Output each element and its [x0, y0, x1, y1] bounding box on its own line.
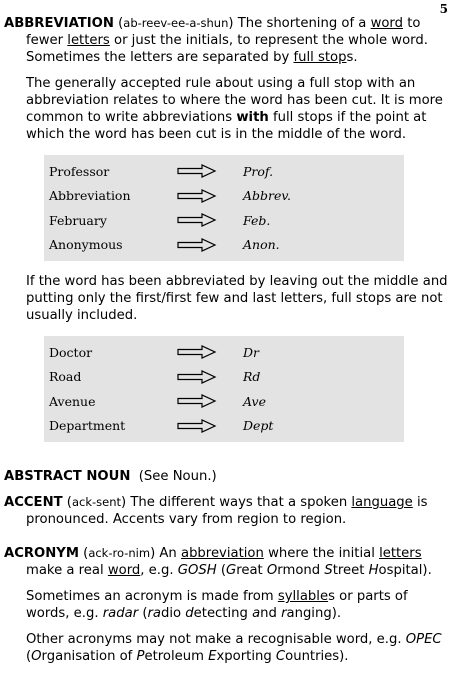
- full-word: Professor: [49, 163, 110, 179]
- pronunciation: ack-ro-nim: [88, 546, 151, 560]
- full-word: Anonymous: [49, 237, 123, 253]
- table-row: [49, 233, 404, 258]
- full-word: Road: [49, 369, 82, 385]
- link-letters[interactable]: letters: [379, 546, 422, 561]
- link-language[interactable]: language: [351, 495, 413, 510]
- abbreviated-form: Ave: [243, 393, 266, 409]
- term-accent: ACCENT: [4, 495, 63, 510]
- link-word[interactable]: word: [107, 563, 141, 578]
- abbreviated-form: Anon.: [243, 237, 280, 253]
- abbreviated-form: Abbrev.: [243, 188, 291, 204]
- abbreviated-form: Dr: [243, 344, 259, 360]
- pronunciation: ab-reev-ee-a-shun: [123, 16, 229, 30]
- right-arrow-icon: [177, 370, 217, 384]
- table-row: [49, 184, 404, 209]
- link-abbreviation[interactable]: abbreviation: [180, 546, 264, 561]
- full-word: Doctor: [49, 344, 93, 360]
- term-acronym: ACRONYM: [4, 546, 79, 561]
- acronym-entry: ACRONYM (ack-ro-nim) An abbreviation where the initial letters make a real word, e.g. GOSH (Great Ormond Street Hospital).: [4, 546, 432, 578]
- table-row: [49, 365, 404, 390]
- abbreviation-entry: ABBREVIATION (ab-reev-ee-a-shun) The shortening of a word to fewer letters or just the initials, to represent the whole word. Sometimes the letters are separated by full stops.: [4, 16, 428, 65]
- right-arrow-icon: [177, 213, 217, 227]
- abbreviation-middle-para: If the word has been abbreviated by leaving out the middle and putting only the first/first few and last letters, full stops are not usually included.: [26, 274, 448, 323]
- pronunciation: ack-sent: [71, 495, 121, 509]
- right-arrow-icon: [177, 345, 217, 359]
- table-row: [49, 389, 404, 414]
- examples-full-stop-table: [44, 155, 404, 261]
- right-arrow-icon: [177, 394, 217, 408]
- right-arrow-icon: [177, 238, 217, 252]
- abstract-noun-entry: ABSTRACT NOUN (See Noun.): [4, 469, 217, 484]
- page-number: 5: [439, 2, 448, 16]
- abbreviated-form: Dept: [243, 418, 274, 434]
- right-arrow-icon: [177, 164, 217, 178]
- table-row: [49, 340, 404, 365]
- full-word: February: [49, 212, 107, 228]
- abbreviated-form: Prof.: [243, 163, 274, 179]
- link-letters[interactable]: letters: [67, 33, 110, 48]
- table-row: [49, 159, 404, 184]
- abbreviated-form: Rd: [243, 369, 261, 385]
- table-row: [49, 208, 404, 233]
- term-abstract-noun: ABSTRACT NOUN: [4, 469, 131, 484]
- acronym-opec-para: Other acronyms may not make a recognisable word, e.g. OPEC (Organisation of Petroleum Exporting Countries).: [26, 632, 442, 664]
- right-arrow-icon: [177, 419, 217, 433]
- glossary-content: [4, 15, 448, 665]
- table-row: [49, 414, 404, 439]
- abbreviation-rule: The generally accepted rule about using a full stop with an abbreviation relates to where the word has been cut. It is more common to write abbreviations with full stops if the point at which the word has been cut is in the middle of the word.: [26, 76, 443, 142]
- acronym-syllables-para: Sometimes an acronym is made from syllables or parts of words, e.g. radar (radio detecting and ranging).: [26, 589, 408, 621]
- right-arrow-icon: [177, 189, 217, 203]
- full-word: Avenue: [49, 393, 96, 409]
- term-abbreviation: ABBREVIATION: [4, 16, 114, 31]
- link-word[interactable]: word: [370, 16, 403, 31]
- examples-no-full-stop-table: [44, 336, 404, 442]
- abbreviated-form: Feb.: [243, 212, 271, 228]
- accent-entry: ACCENT (ack-sent) The different ways that a spoken language is pronounced. Accents vary from region to region.: [4, 495, 428, 527]
- link-syllable[interactable]: syllable: [277, 589, 329, 604]
- link-full-stop[interactable]: full stop: [293, 50, 347, 65]
- full-word: Department: [49, 418, 126, 434]
- full-word: Abbreviation: [49, 188, 131, 204]
